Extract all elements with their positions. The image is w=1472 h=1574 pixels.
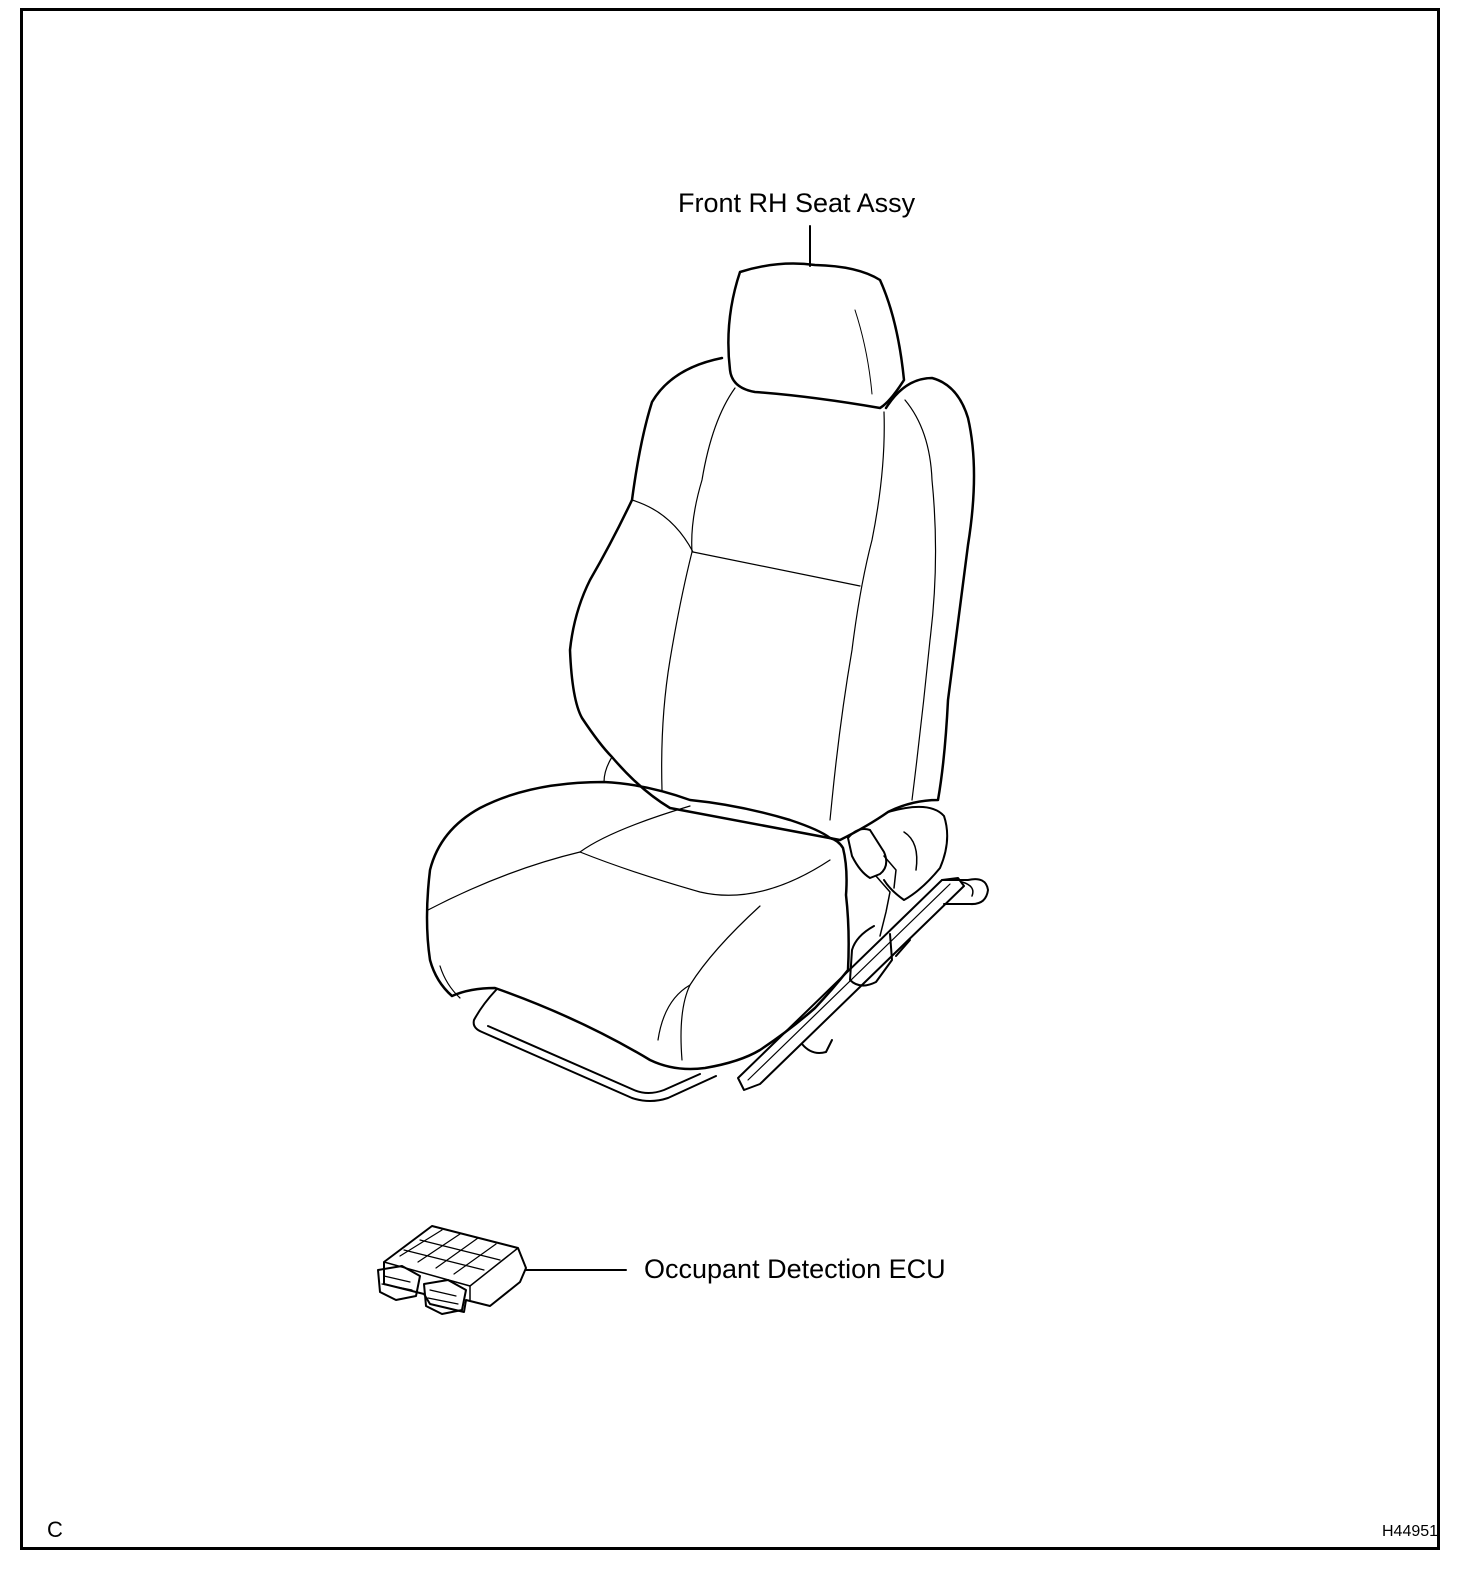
ecu-label: Occupant Detection ECU bbox=[644, 1254, 946, 1284]
seat-rail-left bbox=[474, 990, 716, 1101]
occupant-detection-ecu-drawing bbox=[378, 1226, 626, 1314]
front-rh-seat-drawing bbox=[427, 226, 988, 1101]
seat-assembly-label: Front RH Seat Assy bbox=[678, 188, 916, 218]
section-letter: C bbox=[47, 1517, 63, 1542]
figure-code: H44951 bbox=[1382, 1523, 1439, 1540]
seat-headrest bbox=[728, 264, 904, 408]
seat-rail-right bbox=[738, 878, 964, 1090]
ecu-connector-right bbox=[424, 1280, 466, 1314]
seat-backrest bbox=[570, 358, 974, 840]
seatbelt-buckle bbox=[848, 829, 886, 878]
